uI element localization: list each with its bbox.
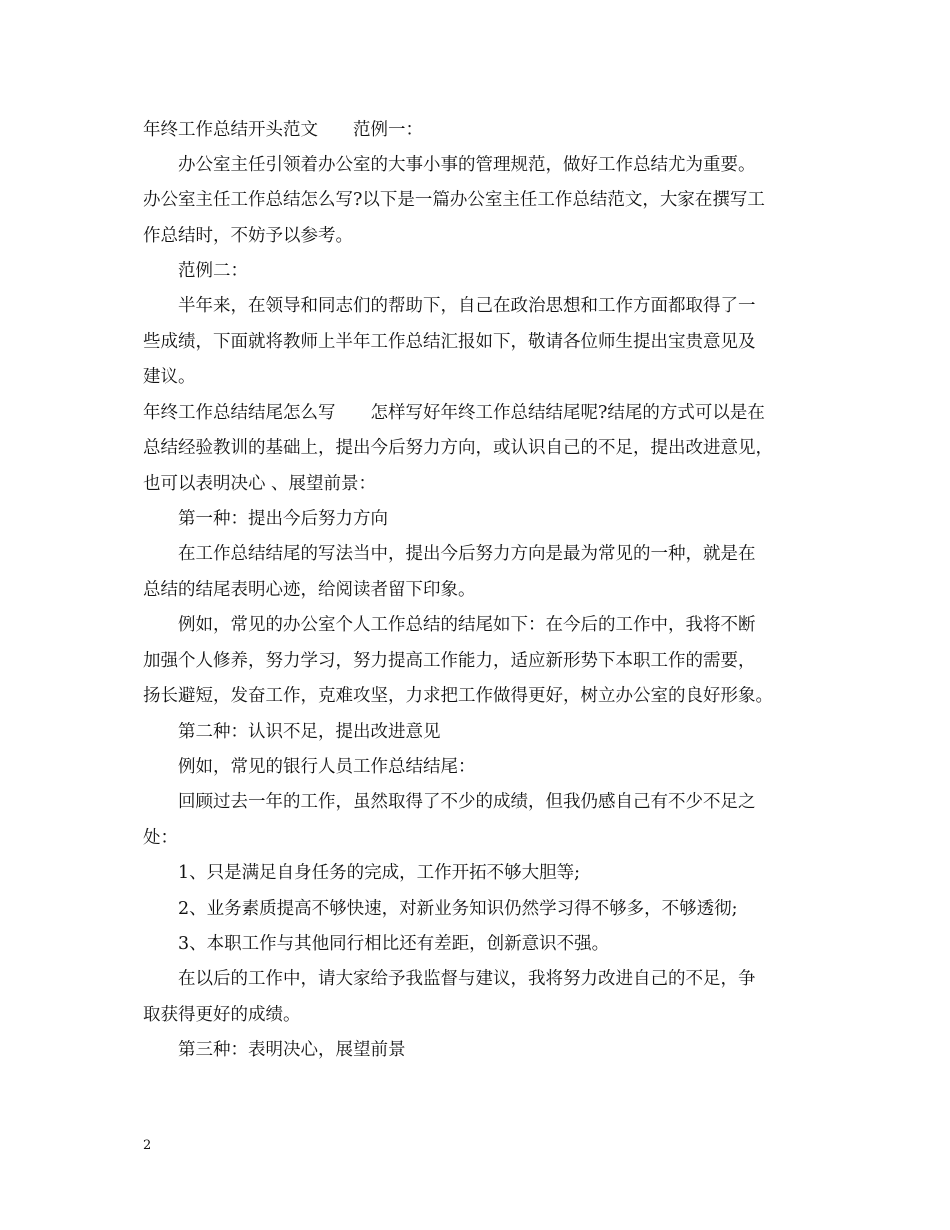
paragraph-line: 作总结时，不妨予以参考。 <box>143 226 353 246</box>
heading-opening-examples: 年终工作总结开头范文 范例一： <box>143 120 423 140</box>
list-item: 2、业务素质提高不够快速，对新业务知识仍然学习得不够多，不够透彻; <box>178 899 738 919</box>
example-two-label: 范例二： <box>178 261 248 281</box>
heading-ending-section: 年终工作总结结尾怎么写 怎样写好年终工作总结结尾呢?结尾的方式可以是在 <box>143 403 765 423</box>
paragraph-line: 例如，常见的银行人员工作总结结尾： <box>178 757 476 777</box>
paragraph-line: 取获得更好的成绩。 <box>143 1005 301 1025</box>
paragraph-line: 回顾过去一年的工作，虽然取得了不少的成绩，但我仍感自己有不少不足之 <box>178 792 756 812</box>
paragraph-line: 处： <box>143 828 178 848</box>
paragraph-line: 总结的结尾表明心迹，给阅读者留下印象。 <box>143 580 476 600</box>
paragraph-line: 也可以表明决心 、展望前景： <box>143 474 377 494</box>
method-one-title: 第一种：提出今后努力方向 <box>178 509 388 529</box>
paragraph-line: 办公室主任引领着办公室的大事小事的管理规范，做好工作总结尤为重要。 <box>178 155 756 175</box>
paragraph-line: 扬长避短，发奋工作，克难攻坚，力求把工作做得更好，树立办公室的良好形象。 <box>143 686 773 706</box>
paragraph-line: 在以后的工作中，请大家给予我监督与建议，我将努力改进自己的不足，争 <box>178 969 756 989</box>
method-two-title: 第二种：认识不足，提出改进意见 <box>178 722 441 742</box>
paragraph-line: 建议。 <box>143 367 196 387</box>
method-three-title: 第三种：表明决心，展望前景 <box>178 1040 406 1060</box>
page-number: 2 <box>143 1138 152 1153</box>
paragraph-line: 办公室主任工作总结怎么写?以下是一篇办公室主任工作总结范文，大家在撰写工 <box>143 190 765 210</box>
list-item: 3、本职工作与其他同行相比还有差距，创新意识不强。 <box>178 934 610 954</box>
paragraph-line: 些成绩，下面就将教师上半年工作总结汇报如下，敬请各位师生提出宝贵意见及 <box>143 332 756 352</box>
paragraph-line: 加强个人修养，努力学习，努力提高工作能力，适应新形势下本职工作的需要， <box>143 651 756 671</box>
paragraph-line: 例如，常见的办公室个人工作总结的结尾如下：在今后的工作中，我将不断 <box>178 615 756 635</box>
paragraph-line: 半年来，在领导和同志们的帮助下，自己在政治思想和工作方面都取得了一 <box>178 296 756 316</box>
list-item: 1、只是满足自身任务的完成，工作开拓不够大胆等; <box>178 863 581 883</box>
paragraph-line: 在工作总结结尾的写法当中，提出今后努力方向是最为常见的一种，就是在 <box>178 544 756 564</box>
paragraph-line: 总结经验教训的基础上，提出今后努力方向，或认识自己的不足，提出改进意见， <box>143 438 773 458</box>
